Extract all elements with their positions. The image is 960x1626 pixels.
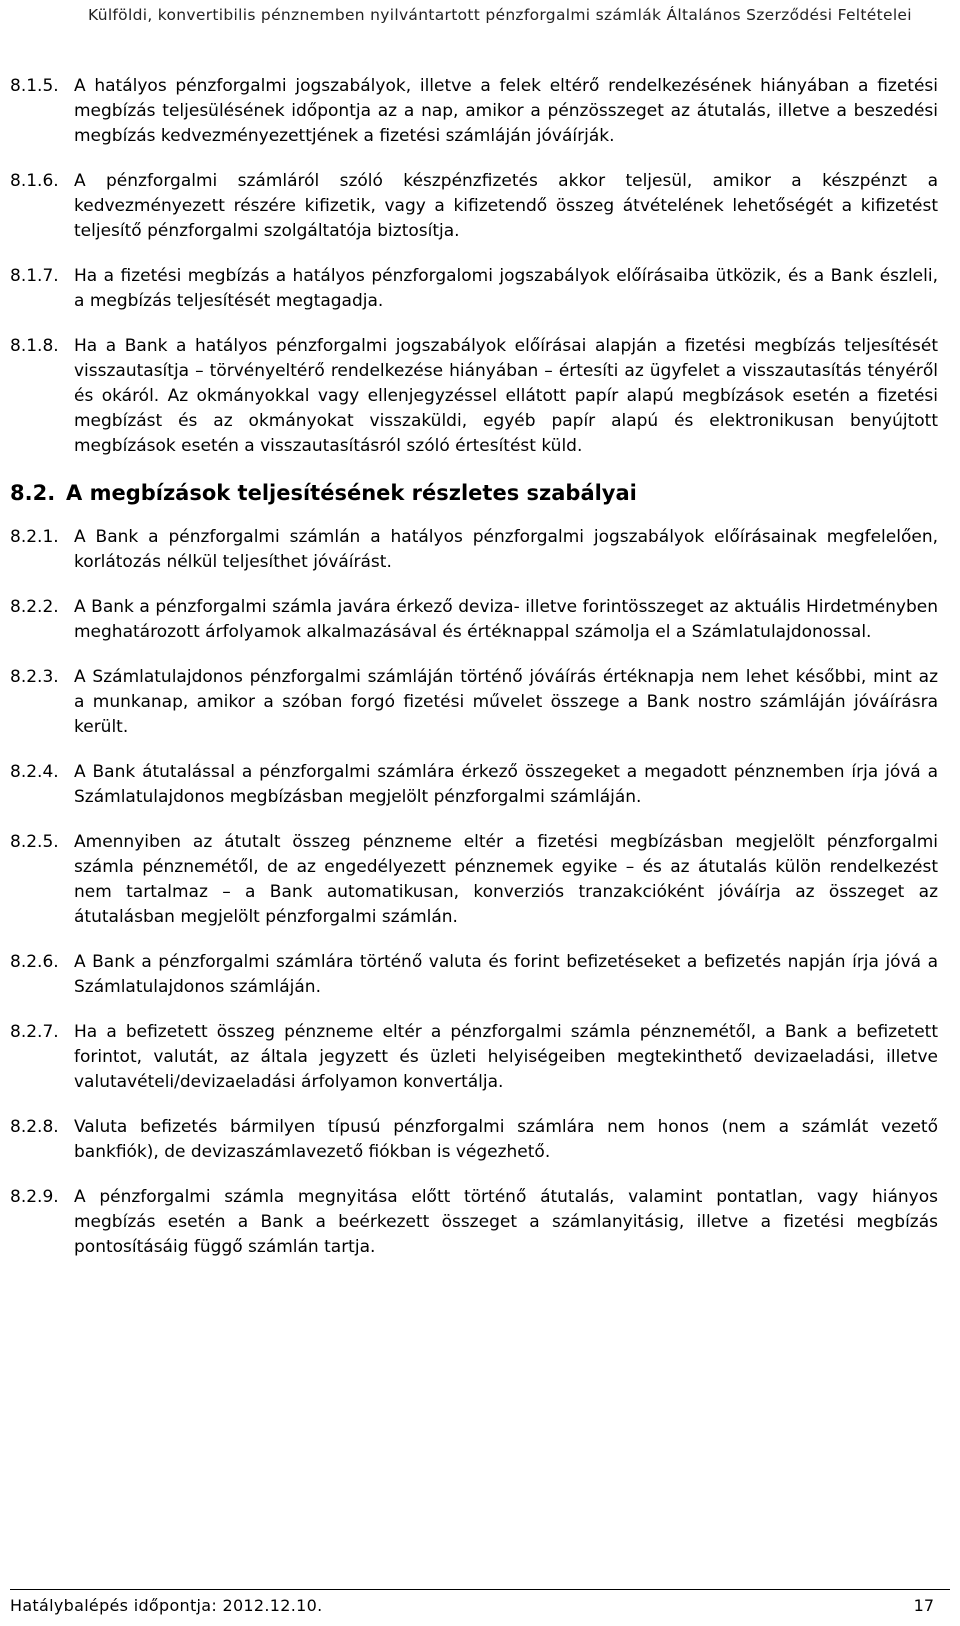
paragraph xyxy=(10,264,938,314)
paragraph xyxy=(10,1020,938,1095)
paragraph-text: Valuta befizetés bármilyen típusú pénzforgalmi számlára nem honos (nem a számlát vezető bankfiók), de devizaszámlavezető fiókban is végezhető. xyxy=(74,1117,938,1162)
effective-date: Hatálybalépés időpontja: 2012.12.10. xyxy=(10,1596,323,1615)
paragraph-text: Ha a fizetési megbízás a hatályos pénzforgalomi jogszabályok előírásaiba ütközik, és a Bank észleli, a megbízás teljesítését megtagadja. xyxy=(74,266,938,311)
paragraph-number: 8.2.5. xyxy=(10,832,59,852)
paragraph-text: A hatályos pénzforgalmi jogszabályok, illetve a felek eltérő rendelkezésének hiányában a fizetési megbízás teljesülésének időpontja az a nap, amikor a pénzösszeget az átutalás, illetve a beszedési megbízás kedvezményezettjének a fizetési számláján jóváírják. xyxy=(74,76,938,146)
section-heading xyxy=(10,479,938,507)
paragraph xyxy=(10,169,938,244)
paragraph-number: 8.2.6. xyxy=(10,952,59,972)
paragraph-number: 8.2.1. xyxy=(10,527,59,547)
document-body xyxy=(10,74,938,1280)
paragraph-number: 8.1.8. xyxy=(10,336,59,356)
paragraph xyxy=(10,760,938,810)
paragraph-text: A Bank a pénzforgalmi számlára történő valuta és forint befizetéseket a befizetés napján írja jóvá a Számlatulajdonos számláján. xyxy=(74,952,938,997)
paragraph xyxy=(10,74,938,149)
paragraph-text: A pénzforgalmi számláról szóló készpénzfizetés akkor teljesül, amikor a készpénzt a kedvezményezett részére kifizetik, vagy a kifizetendő összeg átvételének lehetőségét a kifizetést teljesítő pénzforgalmi szolgáltatója biztosítja. xyxy=(74,171,938,241)
paragraph-number: 8.2.2. xyxy=(10,597,59,617)
paragraph-number: 8.2.4. xyxy=(10,762,59,782)
paragraph-number: 8.2.8. xyxy=(10,1117,59,1137)
page-header: Külföldi, konvertibilis pénznemben nyilvántartott pénzforgalmi számlák Általános Szerződési Feltételei xyxy=(88,6,912,24)
section-82-paragraphs xyxy=(10,525,938,1260)
footer-divider xyxy=(10,1589,950,1590)
paragraph-text: Amennyiben az átutalt összeg pénzneme eltér a fizetési megbízásban megjelölt pénzforgalmi számla pénznemétől, de az engedélyezett pénznemek egyike – és az átutalás külön rendelkezést nem tartalmaz – a Bank automatikusan, konverziós tranzakcióként jóváírja az összeget az átutalásban megjelölt pénzforgalmi számlán. xyxy=(74,832,938,927)
page-number: 17 xyxy=(913,1596,934,1615)
paragraph-text: A Bank a pénzforgalmi számla javára érkező deviza- illetve forintösszeget az aktuális Hirdetményben meghatározott árfolyamok alkalmazásával és értéknappal számolja el a Számlatulajdonossal. xyxy=(74,597,938,642)
paragraph xyxy=(10,950,938,1000)
paragraph xyxy=(10,830,938,930)
paragraph-text: A pénzforgalmi számla megnyitása előtt történő átutalás, valamint pontatlan, vagy hiányos megbízás esetén a Bank a beérkezett összeget a számlanyitásig, illetve a fizetési megbízás pontosításáig függő számlán tartja. xyxy=(74,1187,938,1257)
paragraph xyxy=(10,334,938,459)
paragraph-number: 8.1.7. xyxy=(10,266,59,286)
section-number: 8.2. xyxy=(10,481,56,505)
paragraph-number: 8.1.5. xyxy=(10,76,59,96)
paragraph-number: 8.2.3. xyxy=(10,667,59,687)
paragraph xyxy=(10,525,938,575)
section-title: A megbízások teljesítésének részletes szabályai xyxy=(66,481,637,505)
paragraph xyxy=(10,665,938,740)
paragraph xyxy=(10,1115,938,1165)
section-81-paragraphs xyxy=(10,74,938,459)
paragraph-text: A Bank átutalással a pénzforgalmi számlára érkező összegeket a megadott pénznemben írja jóvá a Számlatulajdonos megbízásban megjelölt pénzforgalmi számláján. xyxy=(74,762,938,807)
paragraph-text: A Bank a pénzforgalmi számlán a hatályos pénzforgalmi jogszabályok előírásainak megfelelően, korlátozás nélkül teljesíthet jóváírást. xyxy=(74,527,938,572)
paragraph-text: A Számlatulajdonos pénzforgalmi számláján történő jóváírás értéknapja nem lehet későbbi, mint az a munkanap, amikor a szóban forgó fizetési művelet összege a Bank nostro számláján jóváírásra került. xyxy=(74,667,938,737)
paragraph-number: 8.2.9. xyxy=(10,1187,59,1207)
paragraph-text: Ha a Bank a hatályos pénzforgalmi jogszabályok előírásai alapján a fizetési megbízás teljesítését visszautasítja – törvényeltérő rendelkezése hiányában – értesíti az ügyfelet a visszautasítás tényéről és okáról. Az okmányokkal vagy ellenjegyzéssel ellátott papír alapú megbízások esetén a fizetési megbízást és az okmányokat visszaküldi, egyéb papír alapú és elektronikusan benyújtott megbízások esetén a visszautasításról szóló értesítést küld. xyxy=(74,336,938,456)
paragraph xyxy=(10,595,938,645)
paragraph-number: 8.1.6. xyxy=(10,171,59,191)
paragraph xyxy=(10,1185,938,1260)
paragraph-text: Ha a befizetett összeg pénzneme eltér a pénzforgalmi számla pénznemétől, a Bank a befizetett forintot, valutát, az általa jegyzett és üzleti helyiségeiben megtekinthető devizaeladási, illetve valutavételi/devizaeladási árfolyamon konvertálja. xyxy=(74,1022,938,1092)
paragraph-number: 8.2.7. xyxy=(10,1022,59,1042)
